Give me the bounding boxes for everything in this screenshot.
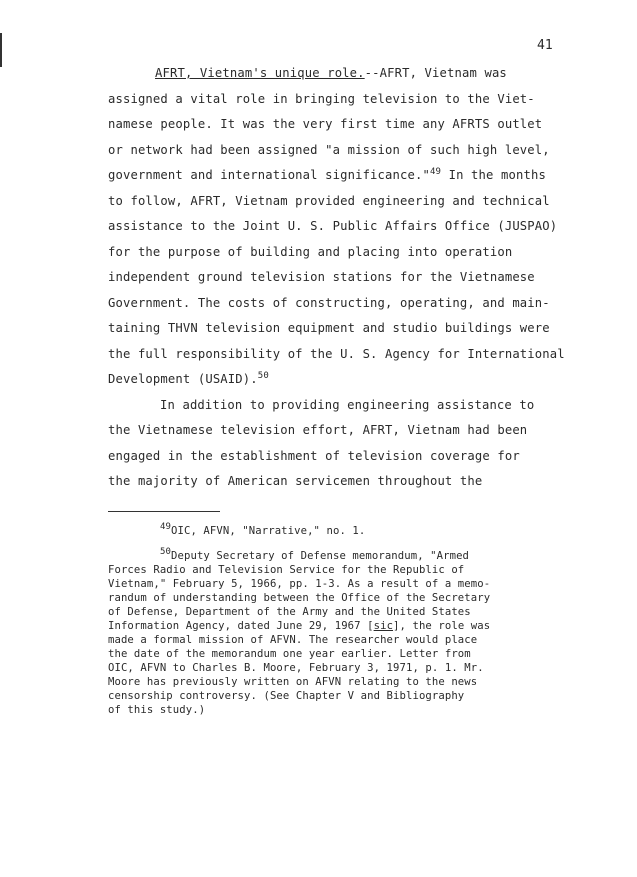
paragraph-1-line-8: for the purpose of building and placing into operation <box>108 245 513 259</box>
paragraph-1-line-12: the full responsibility of the U. S. Agency for International <box>108 347 565 361</box>
sic-marker: sic <box>373 620 394 632</box>
paragraph-1-line-1 <box>155 66 507 80</box>
footnote-49 <box>160 522 366 537</box>
page-number: 41 <box>537 38 553 53</box>
paragraph-1-line-11: taining THVN television equipment and studio buildings were <box>108 321 550 335</box>
footnote-number: 49 <box>160 522 172 532</box>
paragraph-1-text: In the months <box>441 168 546 182</box>
footnote-text: Information Agency, dated June 29, 1967 [ <box>108 620 374 632</box>
footnote-50-line-4: randum of understanding between the Office of the Secretary <box>108 592 491 604</box>
paragraph-2-line-4: the majority of American servicemen throughout the <box>108 474 483 488</box>
footnote-separator <box>108 511 220 512</box>
footnote-ref-49: 49 <box>429 166 442 177</box>
paragraph-1-line-7: assistance to the Joint U. S. Public Affairs Office (JUSPAO) <box>108 219 558 233</box>
paragraph-1-line-13 <box>108 372 269 386</box>
footnote-50-line-8: the date of the memorandum one year earlier. Letter from <box>108 648 471 660</box>
paragraph-1-line-5 <box>108 168 546 182</box>
footnote-50-line-9: OIC, AFVN to Charles B. Moore, February 3, 1971, p. 1. Mr. <box>108 662 484 674</box>
paragraph-1-text: government and international significance." <box>108 168 430 182</box>
footnote-text: OIC, AFVN, "Narrative," no. 1. <box>171 525 366 537</box>
footnote-50-line-2: Forces Radio and Television Service for the Republic of <box>108 564 465 576</box>
section-heading: AFRT, Vietnam's unique role. <box>155 66 365 80</box>
paragraph-2-line-2: the Vietnamese television effort, AFRT, Vietnam had been <box>108 423 528 437</box>
footnote-ref-50: 50 <box>257 370 269 381</box>
margin-mark <box>0 33 2 67</box>
paragraph-1-line-9: independent ground television stations for the Vietnamese <box>108 270 535 284</box>
footnote-50-line-5: of Defense, Department of the Army and the United States <box>108 606 471 618</box>
paragraph-1-line-3: namese people. It was the very first time any AFRTS outlet <box>108 117 543 131</box>
footnote-50-line-10: Moore has previously written on AFVN relating to the news <box>108 676 478 688</box>
footnote-text: ], the role was <box>393 620 491 632</box>
paragraph-1-line-4: or network had been assigned "a mission of such high level, <box>108 143 550 157</box>
footnote-50-line-7: made a formal mission of AFVN. The researcher would place <box>108 634 478 646</box>
paragraph-1-text: Development (USAID). <box>108 372 258 386</box>
footnote-50-line-3: Vietnam," February 5, 1966, pp. 1-3. As a result of a memo- <box>108 578 491 590</box>
paragraph-2-line-1: In addition to providing engineering assistance to <box>160 398 535 412</box>
paragraph-1-text: --AFRT, Vietnam was <box>364 66 507 80</box>
paragraph-1-line-10: Government. The costs of constructing, operating, and main- <box>108 296 550 310</box>
footnote-50-line-12: of this study.) <box>108 704 206 716</box>
paragraph-2-line-3: engaged in the establishment of television coverage for <box>108 449 520 463</box>
paragraph-1-line-6: to follow, AFRT, Vietnam provided engineering and technical <box>108 194 550 208</box>
paragraph-1-line-2: assigned a vital role in bringing television to the Viet- <box>108 92 535 106</box>
footnote-50-line-6 <box>108 620 490 632</box>
footnote-text: Deputy Secretary of Defense memorandum, "Armed <box>171 550 470 562</box>
footnote-50-line-1 <box>160 547 470 562</box>
footnote-number: 50 <box>160 547 172 557</box>
footnote-50-line-11: censorship controversy. (See Chapter V and Bibliography <box>108 690 465 702</box>
